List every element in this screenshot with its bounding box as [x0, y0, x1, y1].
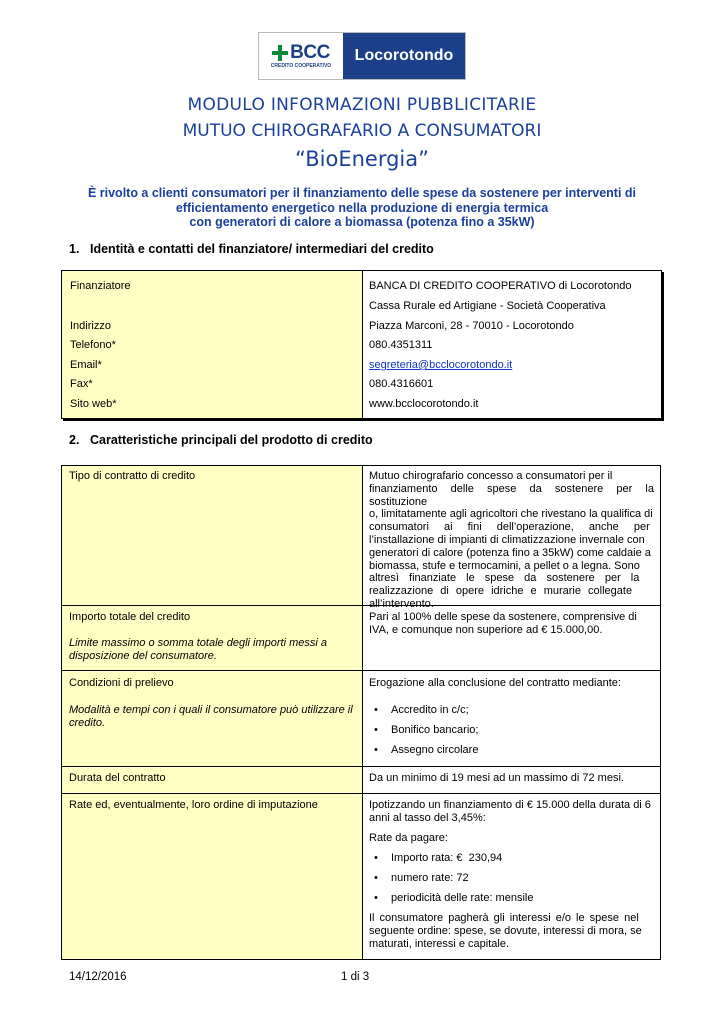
section-number: 1.	[69, 242, 80, 256]
bullet-item	[374, 704, 469, 717]
text-line: disposizione del consumatore.	[69, 649, 217, 662]
label-rate: Rate ed, eventualmente, loro ordine di imputazione	[69, 799, 318, 811]
bullet-icon: •	[374, 744, 378, 756]
text-line: maturati, interessi e capitale.	[369, 937, 510, 950]
text-line: realizzazione di opere idriche e murarie collegate	[369, 585, 633, 598]
column-divider	[362, 466, 363, 959]
section-2-heading	[69, 433, 373, 447]
text-line: seguente ordine: spese, se dovute, interessi di mora, se	[369, 924, 642, 937]
footer-date: 14/12/2016	[69, 971, 127, 983]
label-fax: Fax*	[70, 378, 93, 390]
text-line: Pari al 100% delle spese da sostenere, comprensive di	[369, 611, 637, 623]
bullet-text: periodicità delle rate: mensile	[391, 892, 534, 904]
product-title: MUTUO CHIROGRAFARIO A CONSUMATORI	[182, 121, 542, 141]
text-line: finanziamento delle spese da sostenere per la sostituzione	[369, 482, 654, 508]
value-importo	[369, 611, 654, 637]
label-cell	[62, 794, 362, 959]
logo-subtitle: CREDITO COOPERATIVO	[270, 62, 332, 69]
features-table	[61, 465, 661, 960]
bullet-icon: •	[374, 704, 378, 716]
intro-text	[60, 186, 664, 230]
bullet-item	[374, 892, 533, 905]
value-fax: 080.4316601	[369, 378, 434, 390]
value-address: Piazza Marconi, 28 - 70010 - Locorotondo	[369, 320, 574, 332]
cross-icon	[272, 45, 288, 61]
text-line: Limite massimo o somma totale degli importi messi a	[69, 637, 327, 649]
footer-page-number: 1 di 3	[341, 971, 370, 983]
section-1-heading	[69, 242, 434, 256]
bullet-icon: •	[374, 892, 378, 904]
text-line: Il consumatore pagherà gli interessi e/o le spese nel	[369, 912, 639, 924]
bullet-item	[374, 872, 469, 885]
note-importo	[69, 637, 354, 663]
label-indirizzo: Indirizzo	[70, 320, 111, 332]
label-finanziatore: Finanziatore	[70, 280, 131, 292]
value-durata: Da un minimo di 19 mesi ad un massimo di 72 mesi.	[369, 772, 624, 784]
text-line: Modalità e tempi con i quali il consumatore può utilizzare il	[69, 704, 353, 716]
text-line: Mutuo chirografario concesso a consumatori per il	[369, 470, 613, 482]
label-telefono: Telefono*	[70, 339, 116, 351]
product-name: “BioEnergia”	[295, 147, 429, 171]
text-line: anni al tasso del 3,45%:	[369, 811, 486, 824]
value-rate-intro	[369, 799, 654, 825]
text-line: IVA, e comunque non superiore ad € 15.000,00.	[369, 623, 603, 636]
label-cell	[62, 466, 362, 605]
document-title: MODULO INFORMAZIONI PUBBLICITARIE	[187, 95, 537, 115]
bullet-icon: •	[374, 872, 378, 884]
section-number: 2.	[69, 433, 80, 447]
label-importo: Importo totale del credito	[69, 611, 191, 623]
bullet-item	[374, 852, 502, 865]
bullet-text: Assegno circolare	[391, 744, 479, 756]
value-rate-closing	[369, 912, 654, 950]
text-line: all’intervento.	[369, 597, 434, 610]
bullet-text: Bonifico bancario;	[391, 724, 479, 736]
note-prelievo	[69, 704, 354, 730]
email-link[interactable]: segreteria@bcclocorotondo.it	[369, 359, 513, 371]
logo-bank-name: Locorotondo	[343, 33, 465, 79]
text-line: o, limitatamente agli agricoltori che rivestano la qualifica di	[369, 508, 653, 521]
logo-bcc-text: BCC	[290, 41, 330, 63]
label-durata: Durata del contratto	[69, 772, 166, 784]
intro-line: efficientamento energetico nella produzione di energia termica	[175, 200, 549, 215]
bcc-mark	[259, 33, 343, 77]
label-email: Email*	[70, 359, 102, 371]
value-prelievo-intro: Erogazione alla conclusione del contratto mediante:	[369, 677, 621, 689]
bullet-text: Accredito in c/c;	[391, 704, 469, 716]
value-bank-type: Cassa Rurale ed Artigiane - Società Cooperativa	[369, 300, 606, 312]
text-line: consumatori ai fini dell’operazione, anche per	[369, 521, 650, 534]
row-divider	[62, 670, 660, 671]
label-tipo-contratto: Tipo di contratto di credito	[69, 470, 196, 482]
rate-label: Rate da pagare:	[369, 832, 448, 844]
value-website: www.bcclocorotondo.it	[369, 398, 479, 410]
text-line: credito.	[69, 716, 106, 729]
row-divider	[62, 766, 660, 767]
intro-line: È rivolto a clienti consumatori per il finanziamento delle spese da sostenere per interventi di	[87, 186, 637, 200]
label-sito-web: Sito web*	[70, 398, 117, 410]
bank-logo	[258, 32, 466, 80]
text-line: l’installazione di impianti di climatizzazione invernale con	[369, 533, 645, 546]
section-title: Identità e contatti del finanziatore/ intermediari del credito	[90, 242, 434, 256]
contacts-table	[61, 270, 662, 419]
text-line: Ipotizzando un finanziamento di € 15.000 della durata di 6	[369, 799, 651, 811]
bullet-text: Importo rata: € 230,94	[391, 852, 503, 864]
section-title: Caratteristiche principali del prodotto di credito	[90, 433, 373, 447]
value-phone: 080.4351311	[369, 339, 433, 351]
text-line: biomassa, stufe e termocamini, a pellet o a legna. Sono	[369, 559, 640, 572]
bullet-item	[374, 724, 478, 737]
column-divider	[362, 271, 363, 418]
value-bank-name: BANCA DI CREDITO COOPERATIVO di Locorotondo	[369, 280, 632, 292]
text-line: altresì finanziate le spese da sostenere per la	[369, 572, 640, 585]
value-tipo-contratto	[369, 470, 654, 611]
bullet-text: numero rate: 72	[391, 872, 469, 884]
row-divider	[62, 793, 660, 794]
bullet-icon: •	[374, 852, 378, 864]
intro-line: con generatori di calore a biomassa (potenza fino a 35kW)	[189, 215, 535, 229]
text-line: generatori di calore (potenza fino a 35kW) come caldaie a	[369, 546, 651, 559]
label-prelievo: Condizioni di prelievo	[69, 677, 174, 689]
bullet-icon: •	[374, 724, 378, 736]
bullet-item	[374, 744, 478, 757]
